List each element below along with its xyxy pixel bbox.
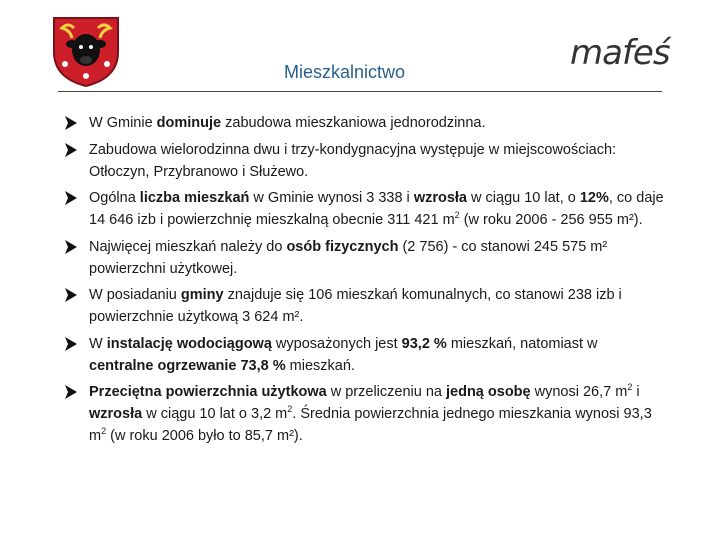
text-run: (w roku 2006 było to 85,7 m²).: [106, 428, 303, 444]
bold-text: Przeciętna powierzchnia użytkowa: [89, 384, 327, 400]
bullet-text: [89, 190, 664, 228]
text-run: W: [89, 335, 107, 352]
text-run: Zabudowa wielorodzinna dwu i trzy-kondygnacyjna występuje w miejscowościach: Otłoczyn, Przybranowo i Służewo.: [89, 141, 617, 180]
text-run: w przeliczeniu na: [326, 384, 446, 400]
arrow-bullet-icon: [64, 115, 78, 131]
superscript: 2: [627, 382, 633, 393]
bullet-text: [89, 384, 652, 444]
bullet-item: [64, 284, 664, 328]
bullet-item: [64, 139, 664, 183]
superscript: 2: [454, 210, 460, 221]
bullet-text: [89, 336, 598, 374]
bullet-item: [64, 236, 664, 280]
text-run: , co daje 14 646 izb i powierzchnię mieszkalną obecnie 311 421 m: [89, 190, 664, 228]
bold-text: 12%: [579, 190, 609, 206]
arrow-bullet-icon: [64, 239, 78, 255]
text-run: i: [632, 384, 640, 400]
text-run: znajduje się 106 mieszkań komunalnych, co stanowi 238 izb i powierzchnie użytkową 3 624 m².: [89, 287, 622, 325]
mafes-logo: [570, 30, 680, 76]
bold-text: wzrosła: [413, 190, 467, 206]
bullet-text: [89, 287, 622, 325]
text-run: wyposażonych jest: [271, 335, 402, 352]
superscript: 2: [287, 404, 293, 415]
arrow-bullet-icon: [64, 142, 78, 158]
text-run: zabudowa mieszkaniowa jednorodzinna.: [221, 115, 486, 131]
bullet-item: [64, 381, 664, 447]
text-run: (w roku 2006 - 256 955 m²).: [459, 212, 643, 228]
text-run: (2 756) - co stanowi 245 575 m² powierzchni użytkowej.: [89, 238, 608, 277]
bold-text: jedną osobę: [446, 384, 531, 400]
arrow-bullet-icon: [64, 190, 78, 206]
text-run: mieszkań, natomiast w: [446, 335, 598, 352]
bullet-text: [89, 115, 486, 131]
text-run: w Gminie wynosi 3 338 i: [249, 190, 414, 206]
text-run: W posiadaniu: [89, 287, 181, 303]
bullet-list: [64, 112, 664, 452]
arrow-bullet-icon: [64, 384, 78, 400]
arrow-bullet-icon: [64, 287, 78, 303]
bullet-item: [64, 112, 664, 134]
text-run: w ciągu 10 lat, o: [467, 190, 580, 206]
text-run: wynosi 26,7 m: [530, 384, 628, 400]
title-divider: [58, 91, 662, 92]
text-run: mieszkań.: [285, 357, 355, 374]
bold-text: gminy: [180, 287, 224, 303]
bold-text: wzrosła: [89, 406, 143, 422]
bold-text: instalację wodociągową: [106, 335, 272, 352]
page-title: Mieszkalnictwo: [284, 62, 406, 82]
bold-text: liczba mieszkań: [139, 190, 250, 206]
logo-text: mafeś: [570, 33, 670, 73]
bullet-item: [64, 333, 664, 377]
bold-text: osób fizycznych: [286, 238, 399, 255]
bullet-text: [89, 239, 607, 277]
bold-text: dominuje: [156, 115, 222, 131]
text-run: w ciągu 10 lat o 3,2 m: [142, 406, 288, 422]
text-run: Najwięcej mieszkań należy do: [89, 238, 287, 255]
text-run: Ogólna: [89, 190, 140, 206]
bold-text: 93,2 %: [401, 335, 447, 352]
bullet-item: [64, 187, 664, 231]
superscript: 2: [101, 426, 107, 437]
arrow-bullet-icon: [64, 336, 78, 352]
bullet-text: [89, 142, 616, 180]
bold-text: centralne ogrzewanie 73,8 %: [89, 357, 286, 374]
text-run: W Gminie: [89, 115, 157, 131]
shield-crest-icon: [48, 12, 124, 88]
text-run: . Średnia powierzchnia jednego mieszkania wynosi 93,3 m: [89, 406, 652, 444]
